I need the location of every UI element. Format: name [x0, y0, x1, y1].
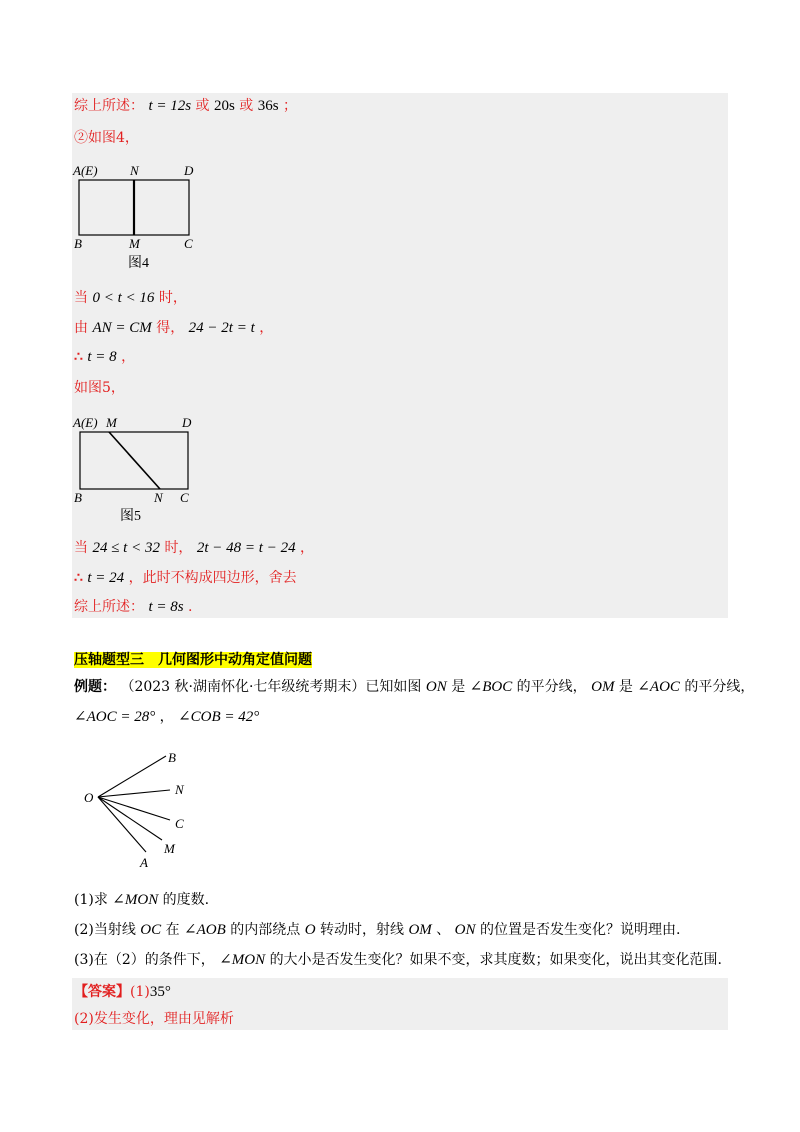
question-3: (3)在（2）的条件下， ∠MON 的大小是否发生变化？如果不变，求其度数；如果变化，说出其变化范围. — [74, 952, 723, 968]
case2-intro: ②如图4， — [74, 130, 139, 146]
case2-line-3: ∴ t = 8 ， — [74, 349, 136, 365]
fig4-label-a: A(E) — [73, 163, 98, 178]
question-1: (1)求 ∠MON 的度数. — [74, 892, 210, 908]
fig5-label-b: B — [74, 490, 82, 505]
fig5-label-d: D — [182, 415, 192, 430]
case3-line-1: 当 24 ≤ t < 32 时， 2t − 48 = t − 24 ， — [74, 540, 315, 556]
math-expr: 20s — [214, 98, 235, 114]
summary-line-1: 综上所述： t = 12s 或 20s 或 36s ； — [74, 98, 298, 114]
fig4-label-m: M — [129, 236, 140, 251]
fig4-label-d: D — [184, 163, 194, 178]
rays-label-c: C — [175, 816, 184, 831]
fig5-label-n: N — [154, 490, 163, 505]
figure-rays — [78, 742, 208, 870]
math-expr: t = 12s — [148, 98, 192, 114]
answer-line-2: (2)发生变化，理由见解析 — [74, 1011, 234, 1027]
rays-label-n: N — [175, 782, 184, 797]
rays-label-o: O — [84, 790, 94, 805]
math-expr: 36s — [257, 98, 279, 114]
fig5-intro: 如图5， — [74, 380, 125, 396]
rays-label-a: A — [140, 855, 148, 870]
fig4-label-b: B — [74, 236, 82, 251]
fig5-label-m: M — [106, 415, 117, 430]
rays-label-b: B — [168, 750, 176, 765]
question-2: (2)当射线 OC 在 ∠AOB 的内部绕点 O 转动时，射线 OM 、 ON 的位置是否发生变化？说明理由. — [74, 922, 681, 938]
fig5-label-c: C — [180, 490, 189, 505]
figure-4 — [72, 160, 212, 272]
case2-line-2: 由 AN = CM 得， 24 − 2t = t ， — [74, 320, 274, 336]
rays-label-m: M — [164, 841, 175, 856]
ray-oc — [98, 797, 170, 820]
fig4-caption: 图4 — [128, 256, 149, 271]
figure-5 — [72, 412, 212, 522]
fig4-label-n: N — [130, 163, 139, 178]
answer-label: 【答案】 — [74, 984, 130, 1000]
case3-line-2: ∴ t = 24 ，此时不构成四边形，舍去 — [74, 570, 297, 586]
fig5-caption: 图5 — [120, 509, 141, 522]
example-line-1: 例题： （2023 秋·湖南怀化·七年级统考期末）已知如图 ON 是 ∠BOC 的平分线， OM 是 ∠AOC 的平分线， — [74, 679, 755, 695]
example-line-2: ∠AOC = 28° ， ∠COB = 42° — [74, 709, 260, 725]
fig5-label-a: A(E) — [73, 415, 98, 430]
answer-line-1: 【答案】(1)35° — [74, 984, 171, 1000]
fig4-label-c: C — [184, 236, 193, 251]
case2-line-1: 当 0 < t < 16 时， — [74, 290, 187, 306]
summary-line-2: 综上所述： t = 8s . — [74, 599, 193, 615]
fig5-segment-mn — [109, 432, 160, 489]
section-title: 压轴题型三 几何图形中动角定值问题 — [74, 652, 312, 668]
